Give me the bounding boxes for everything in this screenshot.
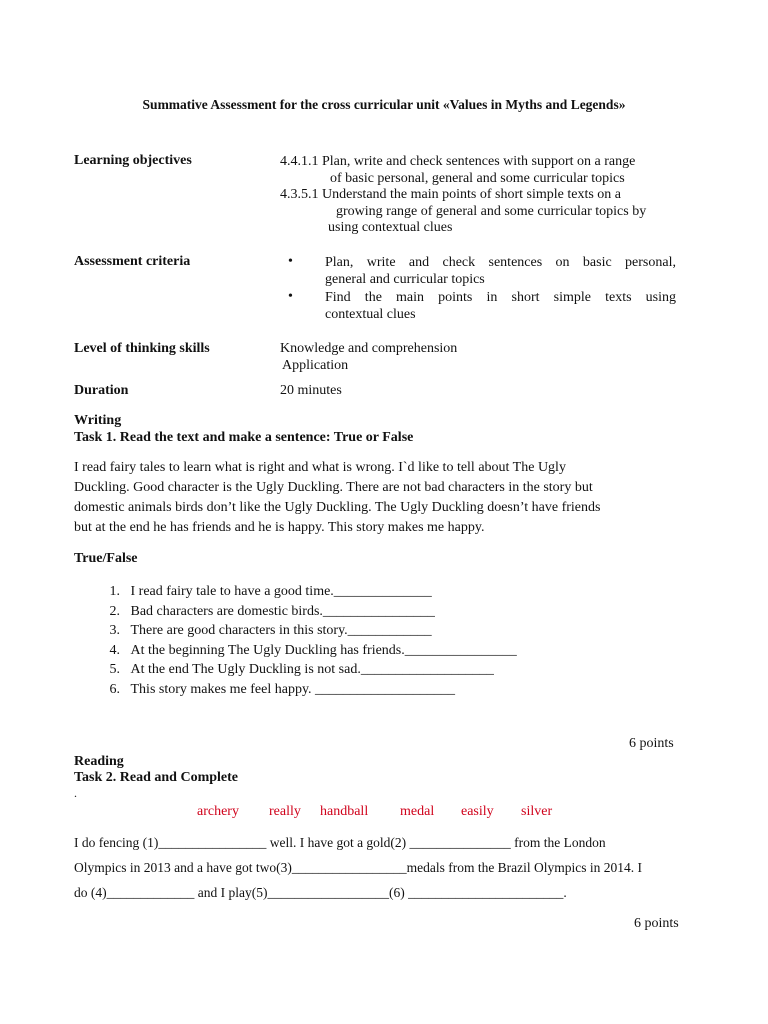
assessment-criteria-label: Assessment criteria [74,254,191,269]
list-item: 4. At the beginning The Ugly Duckling has friends.________________ [109,642,517,658]
list-item: 6. This story makes me feel happy. ____________________ [109,681,456,697]
objective-line-2: of basic personal, general and some curricular topics [330,170,625,186]
word-bank-item: really [269,804,301,819]
thinking-skills-label: Level of thinking skills [74,341,210,356]
criterion-2-line-2: contextual clues [325,307,416,322]
learning-objectives-label: Learning objectives [74,153,192,168]
bullet-2: • [288,289,293,304]
word-bank-item: handball [320,804,369,819]
objective-line-1: 4.4.1.1 Plan, write and check sentences with support on a range [280,154,636,169]
story-line-3: domestic animals birds don’t like the Ugly Duckling. The Ugly Duckling doesn’t have friends [74,500,601,515]
stray-dot: . [74,786,77,800]
true-false-heading: True/False [74,551,138,566]
thinking-skill-2: Application [282,357,349,373]
criterion-2 [325,289,676,323]
story-text [74,458,694,538]
criterion-1 [325,254,676,288]
task-1-heading: Task 1. Read the text and make a sentence: True or False [74,430,414,445]
true-false-list [74,582,517,699]
thinking-skill-1: Knowledge and comprehension [280,341,458,356]
duration-value: 20 minutes [280,383,342,398]
task-2-points: 6 points [634,916,679,931]
word-bank-item: archery [197,804,239,819]
criterion-2-line-1: Find the main points in short simple texts using [325,290,676,305]
cloze-line-1: I do fencing (1)________________ well. I have got a gold(2) _______________ from the London [74,835,606,850]
cloze-line-2: Olympics in 2013 and a have got two(3)_________________medals from the Brazil Olympics in 2014. I [74,860,643,875]
objective-line-5: using contextual clues [328,220,453,235]
list-item: 3. There are good characters in this story.____________ [109,623,432,638]
word-bank [0,804,768,824]
criterion-1-line-1: Plan, write and check sentences on basic personal, [325,255,676,270]
word-bank-item: silver [521,804,553,819]
objective-line-3: 4.3.5.1 Understand the main points of short simple texts on a [280,187,622,202]
writing-heading: Writing [74,413,122,428]
cloze-text [74,830,694,905]
word-bank-item: easily [461,804,494,819]
task-1-points: 6 points [629,736,674,751]
list-item: 1. I read fairy tale to have a good time.______________ [109,584,432,599]
document-title: Summative Assessment for the cross curricular unit «Values in Myths and Legends» [142,97,626,112]
cloze-line-3: do (4)_____________ and I play(5)__________________(6) _______________________. [74,885,567,900]
reading-heading: Reading [74,754,124,769]
story-line-2: Duckling. Good character is the Ugly Duckling. There are not bad characters in the story but [74,480,593,495]
story-line-1: I read fairy tales to learn what is right and what is wrong. I`d like to tell about The Ugly [74,460,566,475]
duration-label: Duration [74,383,129,398]
list-item: 2. Bad characters are domestic birds.________________ [109,603,435,619]
task-2-heading: Task 2. Read and Complete [74,770,239,785]
bullet-1: • [288,254,293,269]
story-line-4: but at the end he has friends and he is happy. This story makes me happy. [74,520,485,535]
criterion-1-line-2: general and curricular topics [325,272,485,287]
word-bank-item: medal [400,804,435,819]
objective-line-4: growing range of general and some curricular topics by [336,203,647,219]
list-item: 5. At the end The Ugly Duckling is not sad.___________________ [109,662,494,677]
